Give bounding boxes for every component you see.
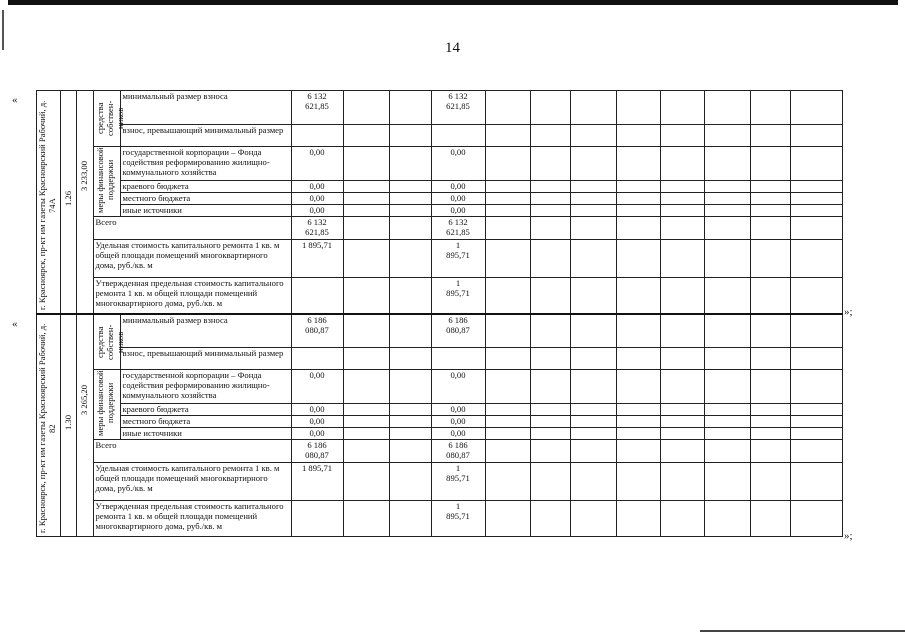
address-label: г. Красноярск, пр-кт им газеты Красноярский Рабочий, д. 82 [37, 323, 57, 534]
empty-cell [616, 125, 660, 147]
empty-cell [790, 416, 842, 428]
open-quote-2: « [12, 318, 18, 330]
table-row [22, 125, 842, 147]
value-cell: 1 895,71 [431, 463, 485, 501]
empty-cell [704, 125, 750, 147]
empty-cell [485, 348, 530, 370]
empty-cell [570, 348, 616, 370]
empty-cell [704, 416, 750, 428]
value-cell: 1 895,71 [291, 463, 343, 501]
empty-cell [570, 404, 616, 416]
empty-cell [485, 181, 530, 193]
value-cell: 6 186 080,87 [291, 314, 343, 348]
table-row [22, 314, 842, 348]
empty-cell [570, 193, 616, 205]
value-cell: 6 132 621,85 [431, 217, 485, 240]
row-label: государственной корпорации – Фонда содействия реформированию жилищно-коммунального хозяйства [120, 370, 291, 404]
empty-cell [570, 147, 616, 181]
value-cell: 0,00 [291, 193, 343, 205]
empty-cell [343, 147, 389, 181]
empty-cell [389, 314, 431, 348]
top-border-line [8, 0, 898, 5]
value-cell [291, 125, 343, 147]
empty-cell [750, 205, 790, 217]
empty-cell [343, 463, 389, 501]
empty-cell [750, 370, 790, 404]
row-label: местного бюджета [120, 193, 291, 205]
item-number-cell [36, 314, 60, 537]
empty-cell [660, 91, 704, 125]
value-cell: 6 132 621,85 [431, 91, 485, 125]
table-row [22, 278, 842, 314]
owners-funds-label: средства собствен-ников [94, 323, 125, 360]
table-row [22, 428, 842, 440]
empty-cell [343, 370, 389, 404]
empty-cell [570, 217, 616, 240]
table-row [22, 440, 842, 463]
empty-cell [343, 416, 389, 428]
value-cell [291, 501, 343, 537]
empty-cell [750, 348, 790, 370]
empty-cell [660, 205, 704, 217]
value-cell: 1 895,71 [291, 240, 343, 278]
financial-support-label: меры финансовой поддержки [94, 370, 115, 436]
empty-cell [616, 463, 660, 501]
empty-cell [485, 240, 530, 278]
empty-cell [750, 91, 790, 125]
empty-cell [704, 501, 750, 537]
empty-cell [660, 147, 704, 181]
area-value: 3 233,00 [79, 161, 90, 192]
empty-cell [343, 428, 389, 440]
empty-cell [570, 416, 616, 428]
empty-cell [750, 193, 790, 205]
table-row [22, 193, 842, 205]
empty-cell [389, 181, 431, 193]
empty-cell [660, 314, 704, 348]
empty-cell [570, 205, 616, 217]
table-row [22, 370, 842, 404]
empty-cell [790, 91, 842, 125]
empty-cell [616, 181, 660, 193]
empty-cell [704, 193, 750, 205]
value-cell: 6 186 080,87 [431, 314, 485, 348]
area-value: 3 265,20 [79, 384, 90, 415]
table-row [22, 240, 842, 278]
empty-cell [660, 463, 704, 501]
empty-cell [660, 416, 704, 428]
empty-cell [790, 278, 842, 314]
empty-cell [570, 278, 616, 314]
value-cell: 0,00 [431, 147, 485, 181]
empty-cell [343, 193, 389, 205]
empty-cell [389, 348, 431, 370]
empty-cell [750, 181, 790, 193]
empty-cell [485, 205, 530, 217]
row-label: Всего [93, 217, 291, 240]
empty-cell [660, 501, 704, 537]
empty-cell [790, 440, 842, 463]
empty-cell [389, 501, 431, 537]
empty-cell [485, 416, 530, 428]
empty-cell [704, 278, 750, 314]
empty-cell [704, 314, 750, 348]
empty-cell [704, 147, 750, 181]
empty-cell [616, 348, 660, 370]
empty-cell [750, 278, 790, 314]
empty-cell [616, 91, 660, 125]
empty-cell [485, 278, 530, 314]
empty-cell [389, 440, 431, 463]
empty-cell [790, 428, 842, 440]
empty-cell [790, 181, 842, 193]
value-cell: 0,00 [291, 404, 343, 416]
row-label: взнос, превышающий минимальный размер [120, 348, 291, 370]
empty-cell [389, 416, 431, 428]
empty-cell [790, 370, 842, 404]
empty-cell [343, 91, 389, 125]
empty-cell [530, 205, 570, 217]
area-cell [76, 91, 93, 314]
empty-cell [616, 370, 660, 404]
owners-funds-label: средства собствен-ников [94, 100, 125, 136]
empty-cell [790, 314, 842, 348]
empty-cell [790, 404, 842, 416]
empty-cell [343, 205, 389, 217]
empty-cell [485, 91, 530, 125]
empty-cell [570, 501, 616, 537]
empty-cell [343, 501, 389, 537]
financial-support-cell [93, 147, 120, 217]
empty-cell [570, 314, 616, 348]
item-number: 1.26 [62, 191, 73, 207]
close-quote-2: »; [844, 530, 853, 542]
empty-cell [570, 428, 616, 440]
empty-cell [530, 370, 570, 404]
empty-cell [530, 240, 570, 278]
empty-cell [750, 314, 790, 348]
empty-cell [343, 240, 389, 278]
empty-cell [343, 348, 389, 370]
empty-cell [530, 428, 570, 440]
empty-cell [530, 181, 570, 193]
empty-cell [704, 440, 750, 463]
empty-cell [389, 404, 431, 416]
empty-cell [750, 125, 790, 147]
empty-cell [485, 463, 530, 501]
empty-cell [485, 217, 530, 240]
empty-cell [616, 205, 660, 217]
empty-cell [343, 404, 389, 416]
empty-cell [790, 348, 842, 370]
value-cell: 6 132 621,85 [291, 91, 343, 125]
empty-cell [790, 217, 842, 240]
empty-cell [750, 463, 790, 501]
row-label: минимальный размер взноса [120, 314, 291, 348]
row-label: краевого бюджета [120, 181, 291, 193]
row-label: взнос, превышающий минимальный размер [120, 125, 291, 147]
row-label: Всего [93, 440, 291, 463]
value-cell [431, 125, 485, 147]
empty-cell [616, 404, 660, 416]
owners-funds-cell [93, 314, 125, 370]
empty-cell [485, 440, 530, 463]
empty-cell [790, 240, 842, 278]
empty-cell [389, 370, 431, 404]
empty-cell [530, 217, 570, 240]
address-label: г. Красноярск, пр-кт им газеты Красноярский Рабочий, д. 74А [37, 100, 57, 310]
empty-cell [530, 404, 570, 416]
quote-gutter-cell [22, 91, 36, 314]
value-cell: 1 895,71 [431, 278, 485, 314]
row-label: Удельная стоимость капитального ремонта 1 кв. м общей площади помещений многоквартирного дома, руб./кв. м [93, 463, 291, 501]
row-label: иные источники [120, 205, 291, 217]
empty-cell [704, 463, 750, 501]
empty-cell [389, 193, 431, 205]
open-quote-1: « [12, 94, 18, 106]
value-cell: 0,00 [291, 416, 343, 428]
empty-cell [570, 440, 616, 463]
empty-cell [660, 278, 704, 314]
table-row [22, 416, 842, 428]
owners-funds-cell [93, 91, 125, 147]
value-cell [291, 278, 343, 314]
empty-cell [485, 314, 530, 348]
empty-cell [660, 440, 704, 463]
empty-cell [343, 181, 389, 193]
empty-cell [704, 348, 750, 370]
item-id-cell [60, 91, 76, 314]
empty-cell [660, 404, 704, 416]
value-cell [431, 348, 485, 370]
empty-cell [485, 193, 530, 205]
empty-cell [750, 428, 790, 440]
empty-cell [530, 314, 570, 348]
empty-cell [389, 278, 431, 314]
empty-cell [660, 125, 704, 147]
value-cell [291, 348, 343, 370]
item-id-cell [60, 314, 76, 537]
financial-support-cell [93, 370, 120, 440]
financial-support-label: меры финансовой поддержки [94, 147, 115, 213]
empty-cell [343, 278, 389, 314]
value-cell: 0,00 [431, 193, 485, 205]
value-cell: 1 895,71 [431, 501, 485, 537]
value-cell: 0,00 [431, 181, 485, 193]
empty-cell [790, 193, 842, 205]
empty-cell [660, 240, 704, 278]
table-row [22, 147, 842, 181]
row-label: местного бюджета [120, 416, 291, 428]
empty-cell [530, 416, 570, 428]
bottom-edge-line [700, 630, 905, 632]
empty-cell [530, 348, 570, 370]
value-cell: 6 186 080,87 [291, 440, 343, 463]
empty-cell [530, 501, 570, 537]
empty-cell [616, 193, 660, 205]
empty-cell [389, 240, 431, 278]
empty-cell [570, 240, 616, 278]
value-cell: 0,00 [291, 181, 343, 193]
empty-cell [530, 463, 570, 501]
empty-cell [485, 147, 530, 181]
area-cell [76, 314, 93, 537]
empty-cell [530, 278, 570, 314]
value-cell: 0,00 [431, 370, 485, 404]
empty-cell [530, 147, 570, 181]
empty-cell [389, 428, 431, 440]
empty-cell [750, 217, 790, 240]
table-row [22, 217, 842, 240]
row-label: краевого бюджета [120, 404, 291, 416]
close-quote-1: »; [844, 306, 853, 318]
page-number: 14 [445, 40, 460, 56]
empty-cell [660, 193, 704, 205]
value-cell: 0,00 [431, 205, 485, 217]
table-row [22, 404, 842, 416]
row-label: Утвержденная предельная стоимость капитального ремонта 1 кв. м общей площади помещений многоквартирного дома, руб./кв. м [93, 501, 291, 537]
quote-gutter-cell [22, 314, 36, 537]
value-cell: 0,00 [431, 416, 485, 428]
table-row [22, 205, 842, 217]
empty-cell [750, 440, 790, 463]
table-row [22, 181, 842, 193]
empty-cell [485, 404, 530, 416]
empty-cell [616, 428, 660, 440]
repair-cost-table [22, 90, 843, 537]
empty-cell [660, 217, 704, 240]
empty-cell [485, 125, 530, 147]
empty-cell [790, 205, 842, 217]
table-body [22, 91, 842, 537]
empty-cell [790, 501, 842, 537]
empty-cell [704, 370, 750, 404]
empty-cell [389, 91, 431, 125]
empty-cell [790, 125, 842, 147]
empty-cell [389, 205, 431, 217]
empty-cell [616, 240, 660, 278]
row-label: Удельная стоимость капитального ремонта 1 кв. м общей площади помещений многоквартирного дома, руб./кв. м [93, 240, 291, 278]
empty-cell [343, 314, 389, 348]
table-row [22, 501, 842, 537]
empty-cell [389, 147, 431, 181]
row-label: иные источники [120, 428, 291, 440]
empty-cell [750, 404, 790, 416]
empty-cell [570, 463, 616, 501]
row-label: Утвержденная предельная стоимость капитального ремонта 1 кв. м общей площади помещений многоквартирного дома, руб./кв. м [93, 278, 291, 314]
empty-cell [750, 501, 790, 537]
item-number-cell [36, 91, 60, 314]
empty-cell [570, 181, 616, 193]
value-cell: 0,00 [291, 370, 343, 404]
value-cell: 1 895,71 [431, 240, 485, 278]
empty-cell [343, 440, 389, 463]
empty-cell [343, 125, 389, 147]
value-cell: 6 186 080,87 [431, 440, 485, 463]
empty-cell [660, 370, 704, 404]
empty-cell [616, 217, 660, 240]
empty-cell [389, 217, 431, 240]
empty-cell [660, 428, 704, 440]
empty-cell [530, 440, 570, 463]
row-label: государственной корпорации – Фонда содействия реформированию жилищно-коммунального хозяйства [120, 147, 291, 181]
empty-cell [704, 240, 750, 278]
empty-cell [660, 181, 704, 193]
empty-cell [343, 217, 389, 240]
empty-cell [704, 404, 750, 416]
value-cell: 0,00 [431, 428, 485, 440]
table-row [22, 348, 842, 370]
table-row [22, 91, 842, 125]
empty-cell [570, 91, 616, 125]
empty-cell [389, 463, 431, 501]
value-cell: 0,00 [431, 404, 485, 416]
empty-cell [616, 147, 660, 181]
empty-cell [389, 125, 431, 147]
empty-cell [704, 217, 750, 240]
empty-cell [750, 240, 790, 278]
empty-cell [616, 501, 660, 537]
value-cell: 6 132 621,85 [291, 217, 343, 240]
value-cell: 0,00 [291, 147, 343, 181]
empty-cell [750, 147, 790, 181]
empty-cell [704, 91, 750, 125]
empty-cell [570, 370, 616, 404]
empty-cell [530, 125, 570, 147]
empty-cell [704, 205, 750, 217]
empty-cell [616, 440, 660, 463]
empty-cell [616, 416, 660, 428]
empty-cell [660, 348, 704, 370]
value-cell: 0,00 [291, 205, 343, 217]
empty-cell [616, 314, 660, 348]
empty-cell [485, 428, 530, 440]
empty-cell [750, 416, 790, 428]
empty-cell [790, 463, 842, 501]
empty-cell [485, 501, 530, 537]
empty-cell [530, 193, 570, 205]
item-number: 1.30 [62, 414, 73, 430]
empty-cell [570, 125, 616, 147]
value-cell: 0,00 [291, 428, 343, 440]
row-label: минимальный размер взноса [120, 91, 291, 125]
empty-cell [704, 181, 750, 193]
empty-cell [616, 278, 660, 314]
empty-cell [790, 147, 842, 181]
empty-cell [704, 428, 750, 440]
table-row [22, 463, 842, 501]
empty-cell [530, 91, 570, 125]
empty-cell [485, 370, 530, 404]
